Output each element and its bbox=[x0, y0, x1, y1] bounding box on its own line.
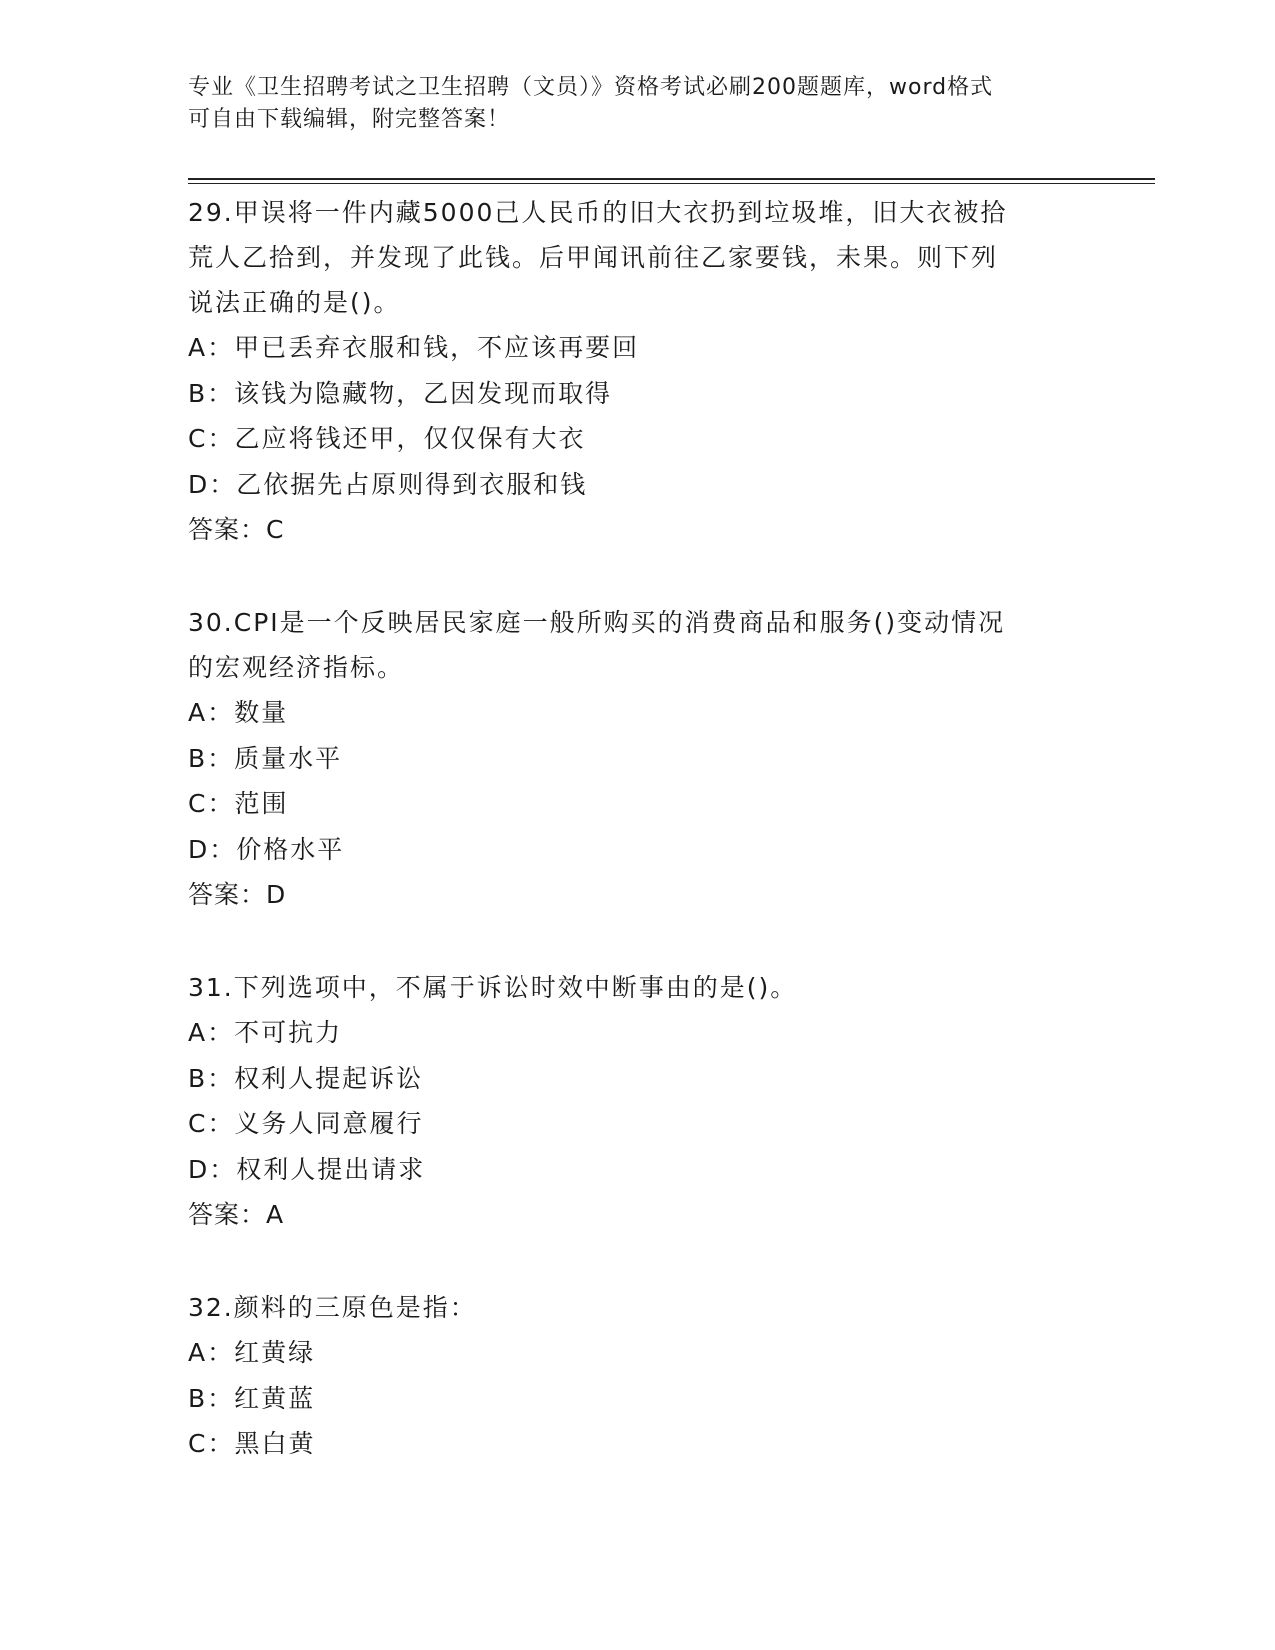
answer-option: A：不可抗力 bbox=[188, 1018, 343, 1047]
answer-option: B：权利人提起诉讼 bbox=[188, 1063, 424, 1093]
header-line-2: 可自由下载编辑，附完整答案！ bbox=[188, 107, 511, 132]
answer-option: C：义务人同意履行 bbox=[188, 1109, 424, 1138]
answer-option: A：数量 bbox=[188, 698, 289, 727]
question-text-line: 30.CPI是一个反映居民家庭一般所购买的消费商品和服务()变动情况 bbox=[188, 608, 1006, 637]
answer-value: A bbox=[266, 1200, 285, 1229]
question-text-line: 29.甲误将一件内藏5000己人民币的旧大衣扔到垃圾堆，旧大衣被拾 bbox=[188, 198, 1008, 227]
header-divider-thin bbox=[188, 183, 1155, 184]
question-block bbox=[188, 190, 1088, 552]
answer-option: C：乙应将钱还甲，仅仅保有大衣 bbox=[188, 424, 586, 453]
answer-option: A：红黄绿 bbox=[188, 1338, 316, 1367]
answer-option: C：范围 bbox=[188, 789, 289, 818]
answer-key bbox=[188, 872, 1088, 917]
answer-label: 答案： bbox=[188, 1200, 267, 1229]
answer-option: B：该钱为隐藏物，乙因发现而取得 bbox=[188, 378, 613, 408]
answer-value: D bbox=[266, 880, 287, 909]
question-text-line: 荒人乙拾到，并发现了此钱。后甲闻讯前往乙家要钱，未果。则下列 bbox=[188, 243, 999, 272]
answer-option: D：价格水平 bbox=[188, 834, 345, 864]
question-text-line: 说法正确的是()。 bbox=[188, 288, 401, 317]
answer-key bbox=[188, 507, 1088, 552]
answer-option: B：质量水平 bbox=[188, 743, 343, 773]
question-text-line: 31.下列选项中，不属于诉讼时效中断事由的是()。 bbox=[188, 973, 798, 1002]
question-text-line: 32.颜料的三原色是指： bbox=[188, 1293, 477, 1322]
question-block bbox=[188, 965, 1088, 1237]
answer-option: D：权利人提出请求 bbox=[188, 1154, 426, 1184]
answer-option: B：红黄蓝 bbox=[188, 1383, 316, 1413]
answer-key bbox=[188, 1192, 1088, 1237]
header-divider-thick bbox=[188, 178, 1155, 180]
document-header bbox=[188, 72, 1088, 136]
answer-value: C bbox=[266, 515, 285, 544]
question-block bbox=[188, 600, 1088, 917]
question-list bbox=[188, 190, 1088, 1515]
answer-label: 答案： bbox=[188, 880, 267, 909]
header-line-1: 专业《卫生招聘考试之卫生招聘（文员）》资格考试必刷200题题库，word格式 bbox=[188, 75, 994, 100]
answer-option: D：乙依据先占原则得到衣服和钱 bbox=[188, 469, 588, 499]
answer-option: C：黑白黄 bbox=[188, 1429, 316, 1458]
answer-label: 答案： bbox=[188, 515, 267, 544]
question-text-line: 的宏观经济指标。 bbox=[188, 653, 405, 682]
question-block bbox=[188, 1285, 1088, 1467]
answer-option: A：甲已丢弃衣服和钱，不应该再要回 bbox=[188, 333, 640, 362]
